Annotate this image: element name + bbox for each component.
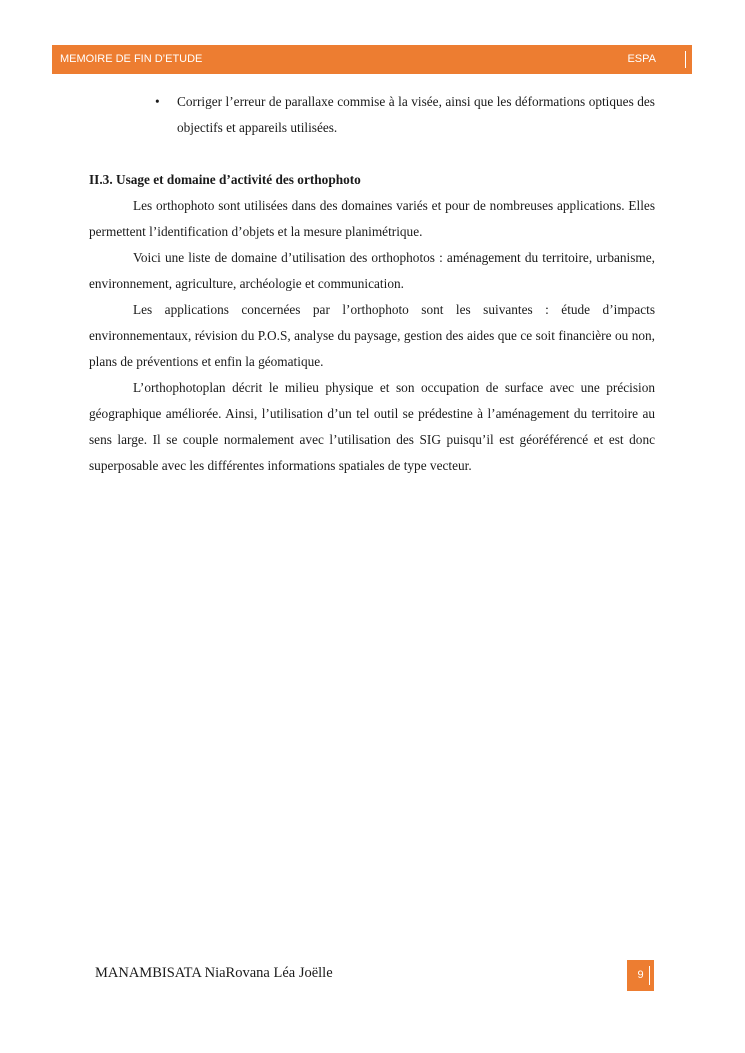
header-title: MEMOIRE DE FIN D’ETUDE [60, 53, 203, 65]
footer-author: MANAMBISATA NiaRovana Léa Joëlle [95, 965, 333, 981]
bullet-text: Corriger l’erreur de parallaxe commise à la visée, ainsi que les déformations optiques des objectifs et appareils utilisées. [177, 94, 655, 135]
paragraph-4: L’orthophotoplan décrit le milieu physique et son occupation de surface avec une précision géographique améliorée. Ainsi, l’utilisation d’un tel outil se prédestine à l’aménagement du territoire au sens large. Il se couple normalement avec l’utilisation des SIG puisqu’il est géoréférencé et est donc superposable avec les différentes informations spatiales de type vecteur. [89, 380, 655, 473]
bullet-item [89, 89, 655, 141]
section-heading: II.3. Usage et domaine d’activité des orthophoto [89, 172, 361, 187]
paragraph-3: Les applications concernées par l’orthophoto sont les suivantes : étude d’impacts environnementaux, révision du P.O.S, analyse du paysage, gestion des aides que ce soit financière ou non, plans de préventions et enfin la géomatique. [89, 302, 655, 369]
document-body [89, 89, 655, 479]
bullet-icon: • [155, 94, 160, 109]
page-number: 9 [637, 969, 644, 981]
paragraph-2: Voici une liste de domaine d’utilisation des orthophotos : aménagement du territoire, urbanisme, environnement, agriculture, archéologie et communication. [89, 250, 655, 291]
page-header [52, 45, 692, 74]
page-number-divider [649, 966, 650, 985]
header-school: ESPA [627, 53, 656, 65]
page-number-badge [627, 960, 654, 991]
paragraph-1: Les orthophoto sont utilisées dans des domaines variés et pour de nombreuses applications. Elles permettent l’identification d’objets et la mesure planimétrique. [89, 198, 655, 239]
header-divider [685, 51, 686, 68]
